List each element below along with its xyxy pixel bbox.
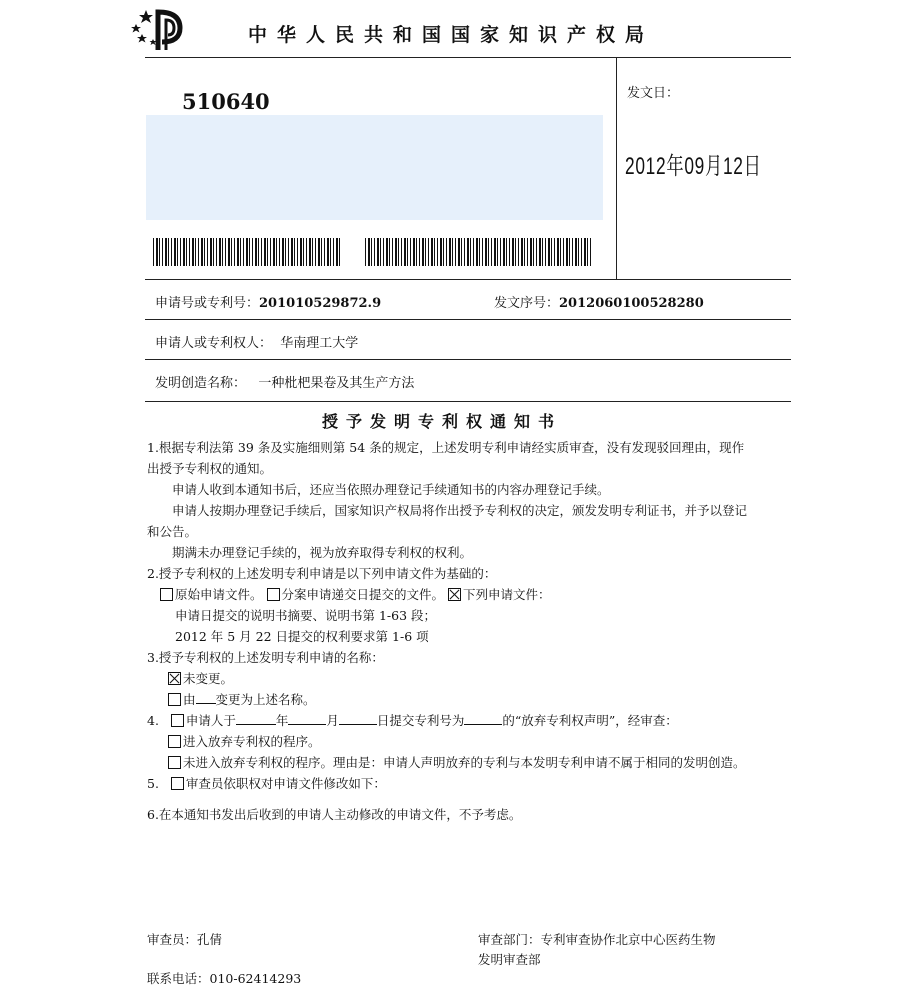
para-6: 6.在本通知书发出后收到的申请人主动修改的申请文件，不予考虑。 (147, 807, 522, 822)
notice-title: 授予发明专利权通知书 (322, 412, 563, 431)
application-number-label: 申请号或专利号： (155, 296, 260, 311)
rule-1 (145, 279, 791, 280)
checkbox-divisional-docs[interactable] (267, 588, 280, 601)
para-4 (147, 710, 807, 731)
option-divisional-docs: 分案申请递交日提交的文件。 (281, 587, 445, 602)
dept-line-1: 专利审查协作北京中心医药生物 (540, 932, 716, 947)
option-name-changed-prefix: 由 (183, 692, 196, 707)
para-1b-line-1: 申请人按期办理登记手续后，国家知识产权局将作出授予专利权的决定，颁发发明专利证书，并予以登记 (172, 503, 748, 518)
applicant (155, 332, 358, 351)
applicant-label: 申请人或专利权人： (155, 336, 273, 351)
application-number (155, 292, 381, 311)
option-name-changed-suffix: 变更为上述名称。 (215, 692, 316, 707)
para-4-month: 月 (326, 713, 339, 728)
checkbox-not-enter-abandon[interactable] (168, 756, 181, 769)
option-not-enter-abandon: 未进入放弃专利权的程序。理由是：申请人声明放弃的专利与本发明专利申请不属于相同的发明创造。 (183, 755, 746, 770)
para-4-text-c: 的“放弃专利权声明”，经审查： (502, 713, 678, 728)
para-3: 3.授予专利权的上述发明专利申请的名称： (147, 650, 384, 665)
checkbox-enter-abandon[interactable] (168, 735, 181, 748)
dept-label: 审查部门： (478, 932, 541, 947)
checkbox-original-docs[interactable] (160, 588, 173, 601)
para-3-opt-2 (147, 689, 807, 710)
para-1b-line-2: 和公告。 (147, 524, 198, 539)
checkbox-following-docs[interactable] (448, 588, 461, 601)
option-enter-abandon: 进入放弃专利权的程序。 (183, 734, 321, 749)
rule-4 (145, 401, 791, 402)
date-column-divider (616, 57, 617, 279)
para-2-options (147, 584, 807, 605)
checkbox-abandon-statement[interactable] (171, 714, 184, 727)
examiner (147, 930, 222, 948)
para-5-text: 审查员依职权对申请文件修改如下： (185, 776, 386, 791)
blank-year (236, 712, 276, 725)
para-4-number: 4. (147, 713, 159, 728)
document-number (494, 292, 704, 311)
header-title: 中华人民共和国国家知识产权局 (248, 24, 655, 46)
sipo-logo (128, 6, 194, 52)
checkbox-name-changed[interactable] (168, 693, 181, 706)
para-2-doc-2: 2012 年 5 月 22 日提交的权利要求第 1-6 项 (175, 629, 429, 644)
para-5 (147, 773, 807, 794)
document-number-label: 发文序号： (494, 296, 560, 311)
option-original-docs: 原始申请文件。 (175, 587, 263, 602)
option-following-docs: 下列申请文件： (463, 587, 551, 602)
para-5-number: 5. (147, 776, 159, 791)
para-4-year: 年 (275, 713, 289, 728)
para-2: 2.授予专利权的上述发明专利申请是以下列申请文件为基础的： (147, 566, 497, 581)
para-4-text-b: 日提交专利号为 (376, 713, 465, 728)
blank-patent-no (464, 712, 502, 725)
para-1-line-1: 1.根据专利法第 39 条及实施细则第 54 条的规定，上述发明专利申请经实质审查，没有发现驳回理由，现作 (147, 440, 745, 455)
examiner-name: 孔倩 (197, 932, 223, 947)
blank-month (288, 712, 326, 725)
phone-label: 联系电话： (147, 971, 210, 986)
notice-body (147, 437, 807, 794)
send-date-label: 发文日： (627, 86, 680, 101)
para-2-doc-1: 申请日提交的说明书摘要、说明书第 1-63 段； (175, 608, 437, 623)
blank-original-name (196, 691, 216, 704)
para-4-text-a: 申请人于 (185, 713, 236, 728)
document-number-value: 2012060100528280 (559, 296, 704, 311)
invention-value: 一种枇杷果卷及其生产方法 (258, 376, 415, 391)
phone (147, 969, 301, 987)
rule-2 (145, 319, 791, 320)
para-1-line-2: 出授予专利权的通知。 (147, 461, 273, 476)
checkbox-unchanged[interactable] (168, 672, 181, 685)
para-4-opt-1 (147, 731, 807, 752)
para-1a: 申请人收到本通知书后，还应当依照办理登记手续通知书的内容办理登记手续。 (172, 482, 610, 497)
top-rule (145, 57, 791, 58)
phone-number: 010-62414293 (209, 971, 302, 986)
address-block (146, 115, 603, 220)
para-3-opt-1 (147, 668, 807, 689)
send-date-value: 2012年09月12日 (625, 153, 762, 180)
examination-dept (478, 930, 716, 970)
invention-title (155, 372, 414, 391)
checkbox-examiner-amend[interactable] (171, 777, 184, 790)
blank-day (339, 712, 377, 725)
dept-line-2: 发明审查部 (478, 952, 541, 967)
para-1c: 期满未办理登记手续的，视为放弃取得专利权的权利。 (172, 545, 473, 560)
invention-label: 发明创造名称： (155, 376, 247, 391)
rule-3 (145, 359, 791, 360)
barcode-right (365, 238, 592, 266)
para-4-opt-2 (147, 752, 807, 773)
applicant-value: 华南理工大学 (280, 336, 359, 351)
option-unchanged: 未变更。 (183, 671, 234, 686)
postal-code: 510640 (182, 89, 270, 114)
barcode-left (153, 238, 342, 266)
application-number-value: 201010529872.9 (259, 296, 382, 311)
examiner-label: 审查员： (147, 932, 198, 947)
